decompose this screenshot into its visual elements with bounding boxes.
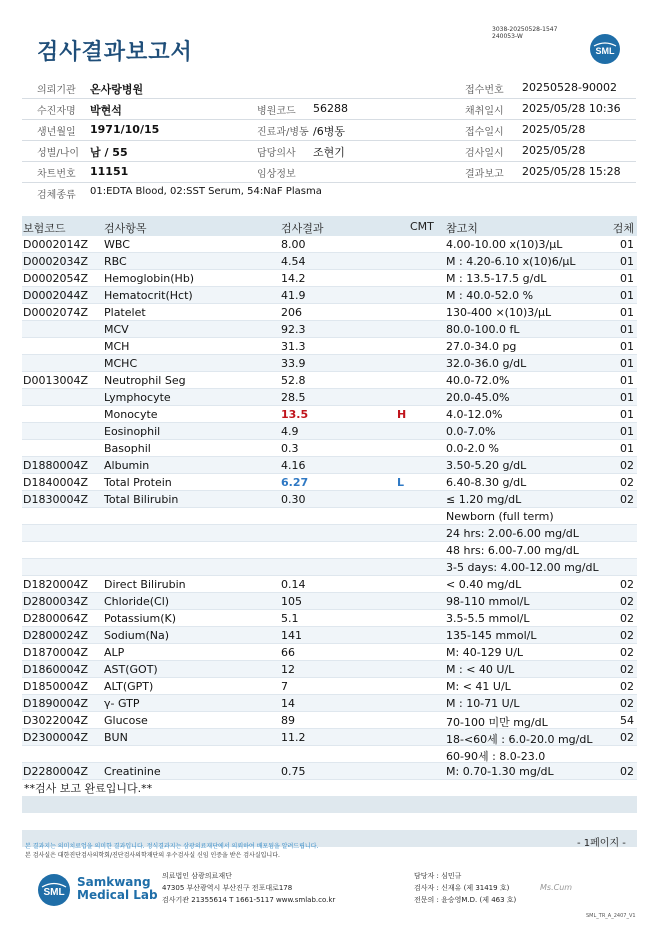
cell-specimen: 01 <box>620 408 634 421</box>
info-row <box>22 78 636 99</box>
header-name: 검사항목 <box>104 222 147 235</box>
cell-specimen: 01 <box>620 289 634 302</box>
clinical-label: 임상정보 <box>257 169 296 180</box>
cell-result: 41.9 <box>281 289 306 302</box>
collect-date-value: 2025/05/28 10:36 <box>522 102 621 115</box>
org-address: 47305 부산광역시 부산진구 전포대로178 <box>162 884 293 892</box>
table-header <box>22 216 637 236</box>
dept-value: /6병동 <box>313 125 345 138</box>
cell-name: Albumin <box>104 459 150 472</box>
cell-ref: 4.0-12.0% <box>446 408 503 421</box>
cell-specimen: 01 <box>620 255 634 268</box>
cell-result: 4.16 <box>281 459 306 472</box>
info-row <box>22 120 636 141</box>
report-date-label: 결과보고 <box>465 169 504 180</box>
cell-code: D2300004Z <box>23 731 88 744</box>
table-row <box>22 338 637 355</box>
patient-label: 수진자명 <box>37 106 76 117</box>
table-row <box>22 678 637 695</box>
sex-age-label: 성별/나이 <box>37 148 80 159</box>
hospital-code-value: 56288 <box>313 102 348 115</box>
cell-specimen: 02 <box>620 731 634 744</box>
cell-code: D2800064Z <box>23 612 88 625</box>
dept-label: 진료과/병동 <box>257 127 309 138</box>
institution-label: 의뢰기관 <box>37 85 76 96</box>
cell-specimen: 01 <box>620 306 634 319</box>
cell-result: 66 <box>281 646 295 659</box>
sml-logo-icon <box>589 33 621 65</box>
table-row <box>22 644 637 661</box>
cell-specimen: 01 <box>620 374 634 387</box>
cell-specimen: 01 <box>620 238 634 251</box>
document-id-line2: 240053-W <box>492 33 523 40</box>
table-row <box>22 576 637 593</box>
cell-code: D1820004Z <box>23 578 88 591</box>
table-body <box>22 236 637 780</box>
cell-name: MCHC <box>104 357 138 370</box>
cell-result: 11.2 <box>281 731 306 744</box>
cell-result: 6.27 <box>281 476 309 489</box>
table-row <box>22 406 637 423</box>
cell-specimen: 01 <box>620 357 634 370</box>
table-row <box>22 525 637 542</box>
table-row <box>22 610 637 627</box>
cell-specimen: 01 <box>620 340 634 353</box>
table-row <box>22 474 637 491</box>
receipt-no-value: 20250528-90002 <box>522 81 617 94</box>
receipt-no-label: 접수번호 <box>465 85 504 96</box>
table-row <box>22 661 637 678</box>
cell-code: D3022004Z <box>23 714 88 727</box>
cell-ref: < 0.40 mg/dL <box>446 578 522 591</box>
table-row <box>22 695 637 712</box>
cell-ref: M: 0.70-1.30 mg/dL <box>446 765 554 778</box>
cell-code: D1850004Z <box>23 680 88 693</box>
cell-specimen: 02 <box>620 629 634 642</box>
specimen-value: 01:EDTA Blood, 02:SST Serum, 54:NaF Plasma <box>90 186 322 197</box>
header-result: 검사결과 <box>281 222 324 235</box>
cell-result: 0.30 <box>281 493 306 506</box>
table-row <box>22 593 637 610</box>
sex-age-value: 남 / 55 <box>90 146 128 159</box>
cell-name: Lymphocyte <box>104 391 171 404</box>
table-row <box>22 287 637 304</box>
cell-ref: 6.40-8.30 g/dL <box>446 476 527 489</box>
cell-specimen: 02 <box>620 476 634 489</box>
cell-result: 14 <box>281 697 295 710</box>
table-row <box>22 389 637 406</box>
table-row <box>22 729 637 746</box>
cell-specimen: 02 <box>620 663 634 676</box>
cell-cmt: H <box>397 408 407 421</box>
exam-date-value: 2025/05/28 <box>522 144 586 157</box>
cell-ref: M: < 41 U/L <box>446 680 511 693</box>
cell-code: D1860004Z <box>23 663 88 676</box>
cell-specimen: 02 <box>620 595 634 608</box>
page-title: 검사결과보고서 <box>37 40 193 65</box>
cell-result: 0.3 <box>281 442 299 455</box>
cell-ref: 48 hrs: 6.00-7.00 mg/dL <box>446 544 579 557</box>
info-row <box>22 183 636 204</box>
cell-specimen: 01 <box>620 272 634 285</box>
table-row <box>22 559 637 576</box>
cell-name: Potassium(K) <box>104 612 177 625</box>
cell-result: 28.5 <box>281 391 306 404</box>
sml-footer-logo-icon <box>37 873 71 907</box>
cell-name: ALT(GPT) <box>104 680 154 693</box>
cell-name: Basophil <box>104 442 151 455</box>
cell-name: MCH <box>104 340 130 353</box>
staff-specialist: 전문의 : 윤승영M.D. (제 463 호) <box>414 896 517 904</box>
staff-tester: 검사자 : 신재유 (제 31419 호) <box>414 884 510 892</box>
cell-ref: 24 hrs: 2.00-6.00 mg/dL <box>446 527 579 540</box>
chart-no-value: 11151 <box>90 165 129 178</box>
org-contact: 검사기관 21355614 T 1661-5117 www.smlab.co.kr <box>162 896 336 904</box>
cell-code: D2280004Z <box>23 765 88 778</box>
cell-ref: M : < 40 U/L <box>446 663 515 676</box>
cell-specimen: 01 <box>620 391 634 404</box>
table-row <box>22 236 637 253</box>
header-ref: 참고치 <box>446 222 478 235</box>
staff-manager: 담당자 : 심민규 <box>414 872 462 880</box>
cell-result: 89 <box>281 714 295 727</box>
cell-result: 92.3 <box>281 323 306 336</box>
cell-code: D0002034Z <box>23 255 88 268</box>
cell-specimen: 02 <box>620 459 634 472</box>
cell-specimen: 54 <box>620 714 634 727</box>
info-row <box>22 162 636 183</box>
cell-code: D2800024Z <box>23 629 88 642</box>
cell-name: Direct Bilirubin <box>104 578 186 591</box>
cell-result: 8.00 <box>281 238 306 251</box>
cell-name: Neutrophil Seg <box>104 374 186 387</box>
report-complete-text: **검사 보고 완료입니다.** <box>24 782 153 795</box>
report-date-value: 2025/05/28 15:28 <box>522 165 621 178</box>
sml-footer-logo-text: SML <box>43 887 65 898</box>
cell-code: D0002044Z <box>23 289 88 302</box>
table-row <box>22 304 637 321</box>
staff-info <box>414 870 516 906</box>
cell-ref: 40.0-72.0% <box>446 374 510 387</box>
brand-line1: Samkwang <box>77 875 151 889</box>
cell-result: 0.14 <box>281 578 306 591</box>
document-id-line1: 3038-20250528-1547 <box>492 26 558 33</box>
cell-code: D1840004Z <box>23 476 88 489</box>
specimen-label: 검체종류 <box>37 190 76 201</box>
table-row <box>22 508 637 525</box>
cell-code: D1890004Z <box>23 697 88 710</box>
cell-specimen: 02 <box>620 646 634 659</box>
signature: Ms.Cum <box>540 883 573 892</box>
cell-ref: 4.00-10.00 x(10)3/μL <box>446 238 563 251</box>
cell-ref: 18-<60세 : 6.0-20.0 mg/dL <box>446 733 593 746</box>
cell-ref: 3.5-5.5 mmol/L <box>446 612 530 625</box>
table-row <box>22 253 637 270</box>
cell-ref: 80.0-100.0 fL <box>446 323 520 336</box>
cell-result: 52.8 <box>281 374 306 387</box>
doctor-label: 담당의사 <box>257 148 296 159</box>
cell-name: RBC <box>104 255 127 268</box>
cell-specimen: 02 <box>620 697 634 710</box>
header-specimen: 검체 <box>612 222 634 235</box>
cell-name: Chloride(Cl) <box>104 595 170 608</box>
cell-name: Hemoglobin(Hb) <box>104 272 195 285</box>
cell-specimen: 01 <box>620 442 634 455</box>
cell-ref: M: 40-129 U/L <box>446 646 524 659</box>
cell-ref: 98-110 mmol/L <box>446 595 530 608</box>
cell-result: 7 <box>281 680 288 693</box>
cell-code: D0013004Z <box>23 374 88 387</box>
cell-result: 12 <box>281 663 295 676</box>
cell-ref: 27.0-34.0 pg <box>446 340 517 353</box>
table-row <box>22 440 637 457</box>
table-row <box>22 270 637 287</box>
chart-no-label: 차트번호 <box>37 169 76 180</box>
cell-cmt: L <box>397 476 405 489</box>
table-row <box>22 763 637 780</box>
cell-name: WBC <box>104 238 130 251</box>
table-row <box>22 423 637 440</box>
cell-name: Eosinophil <box>104 425 161 438</box>
table-row <box>22 321 637 338</box>
hospital-code-label: 병원코드 <box>257 106 296 117</box>
cell-code: D0002014Z <box>23 238 88 251</box>
cell-ref: Newborn (full term) <box>446 510 554 523</box>
cell-result: 141 <box>281 629 302 642</box>
cell-code: D0002074Z <box>23 306 88 319</box>
dob-label: 생년월일 <box>37 127 76 138</box>
cell-ref: M : 4.20-6.10 x(10)6/μL <box>446 255 576 268</box>
brand-name <box>77 876 158 902</box>
complete-band <box>22 796 637 813</box>
table-row <box>22 355 637 372</box>
brand-line2: Medical Lab <box>77 888 158 902</box>
cell-result: 14.2 <box>281 272 306 285</box>
receipt-date-value: 2025/05/28 <box>522 123 586 136</box>
collect-date-label: 채취일시 <box>465 106 504 117</box>
disclaimer-note: 본 결과지는 의미치료업을 의미한 결과입니다. 정식결과지는 삼광의료재단에서 의뢰하여 배포됨을 알려드립니다. <box>25 843 319 850</box>
cell-name: γ- GTP <box>104 697 140 710</box>
form-code: SML_TR_A_2407_V1 <box>586 913 636 919</box>
table-row <box>22 627 637 644</box>
page-number: - 1페이지 - <box>577 838 626 849</box>
cell-ref: 60-90세 : 8.0-23.0 <box>446 750 546 763</box>
cell-ref: 70-100 미만 mg/dL <box>446 716 548 729</box>
table-row <box>22 491 637 508</box>
document-id <box>492 26 557 40</box>
cell-code: D1870004Z <box>23 646 88 659</box>
cell-specimen: 02 <box>620 680 634 693</box>
cell-ref: 0.0-2.0 % <box>446 442 499 455</box>
exam-date-label: 검사일시 <box>465 148 504 159</box>
sml-logo-text: SML <box>595 46 615 56</box>
org-info <box>162 870 335 906</box>
cell-name: Total Bilirubin <box>104 493 179 506</box>
table-row <box>22 372 637 389</box>
cell-name: Hematocrit(Hct) <box>104 289 193 302</box>
doctor-value: 조현기 <box>313 146 345 159</box>
cell-result: 4.9 <box>281 425 299 438</box>
cell-ref: 135-145 mmol/L <box>446 629 537 642</box>
cell-result: 4.54 <box>281 255 306 268</box>
receipt-date-label: 접수일시 <box>465 127 504 138</box>
cell-ref: M : 13.5-17.5 g/dL <box>446 272 547 285</box>
cell-name: AST(GOT) <box>104 663 158 676</box>
cell-ref: 0.0-7.0% <box>446 425 496 438</box>
institution-value: 온사랑병원 <box>90 83 144 96</box>
cell-code: D1830004Z <box>23 493 88 506</box>
cell-code: D2800034Z <box>23 595 88 608</box>
cell-name: Monocyte <box>104 408 158 421</box>
cell-name: Sodium(Na) <box>104 629 169 642</box>
cell-ref: 130-400 ×(10)3/μL <box>446 306 552 319</box>
table-row <box>22 746 637 763</box>
cell-name: Total Protein <box>104 476 172 489</box>
cell-specimen: 01 <box>620 425 634 438</box>
cell-name: ALP <box>104 646 125 659</box>
cell-specimen: 02 <box>620 578 634 591</box>
table-row <box>22 712 637 729</box>
cell-name: Platelet <box>104 306 146 319</box>
header-code: 보험코드 <box>23 222 66 235</box>
patient-value: 박현석 <box>90 104 122 117</box>
info-row <box>22 99 636 120</box>
cell-result: 0.75 <box>281 765 306 778</box>
cell-ref: 32.0-36.0 g/dL <box>446 357 527 370</box>
cell-specimen: 02 <box>620 493 634 506</box>
cell-ref: M : 10-71 U/L <box>446 697 520 710</box>
cell-name: Glucose <box>104 714 148 727</box>
cell-result: 13.5 <box>281 408 309 421</box>
cell-name: Creatinine <box>104 765 161 778</box>
cell-ref: ≤ 1.20 mg/dL <box>446 493 522 506</box>
header-cmt: CMT <box>410 220 434 233</box>
cell-name: BUN <box>104 731 128 744</box>
cell-ref: 3.50-5.20 g/dL <box>446 459 527 472</box>
cell-name: MCV <box>104 323 129 336</box>
cell-ref: 3-5 days: 4.00-12.00 mg/dL <box>446 561 599 574</box>
cell-specimen: 01 <box>620 323 634 336</box>
cell-result: 5.1 <box>281 612 299 625</box>
table-row <box>22 542 637 559</box>
cell-ref: 20.0-45.0% <box>446 391 510 404</box>
cell-result: 206 <box>281 306 302 319</box>
cell-code: D0002054Z <box>23 272 88 285</box>
cell-result: 105 <box>281 595 302 608</box>
table-row <box>22 457 637 474</box>
dob-value: 1971/10/15 <box>90 123 160 136</box>
cell-specimen: 02 <box>620 765 634 778</box>
cell-result: 31.3 <box>281 340 306 353</box>
cell-code: D1880004Z <box>23 459 88 472</box>
cell-ref: M : 40.0-52.0 % <box>446 289 534 302</box>
info-row <box>22 141 636 162</box>
cell-specimen: 02 <box>620 612 634 625</box>
certification-note: 본 검사실은 대한진단검사의학회/진단검사의학재단의 우수검사실 신임 인증을 받은 검사실입니다. <box>25 852 280 859</box>
cell-result: 33.9 <box>281 357 306 370</box>
org-name: 의료법인 삼광의료재단 <box>162 872 232 880</box>
